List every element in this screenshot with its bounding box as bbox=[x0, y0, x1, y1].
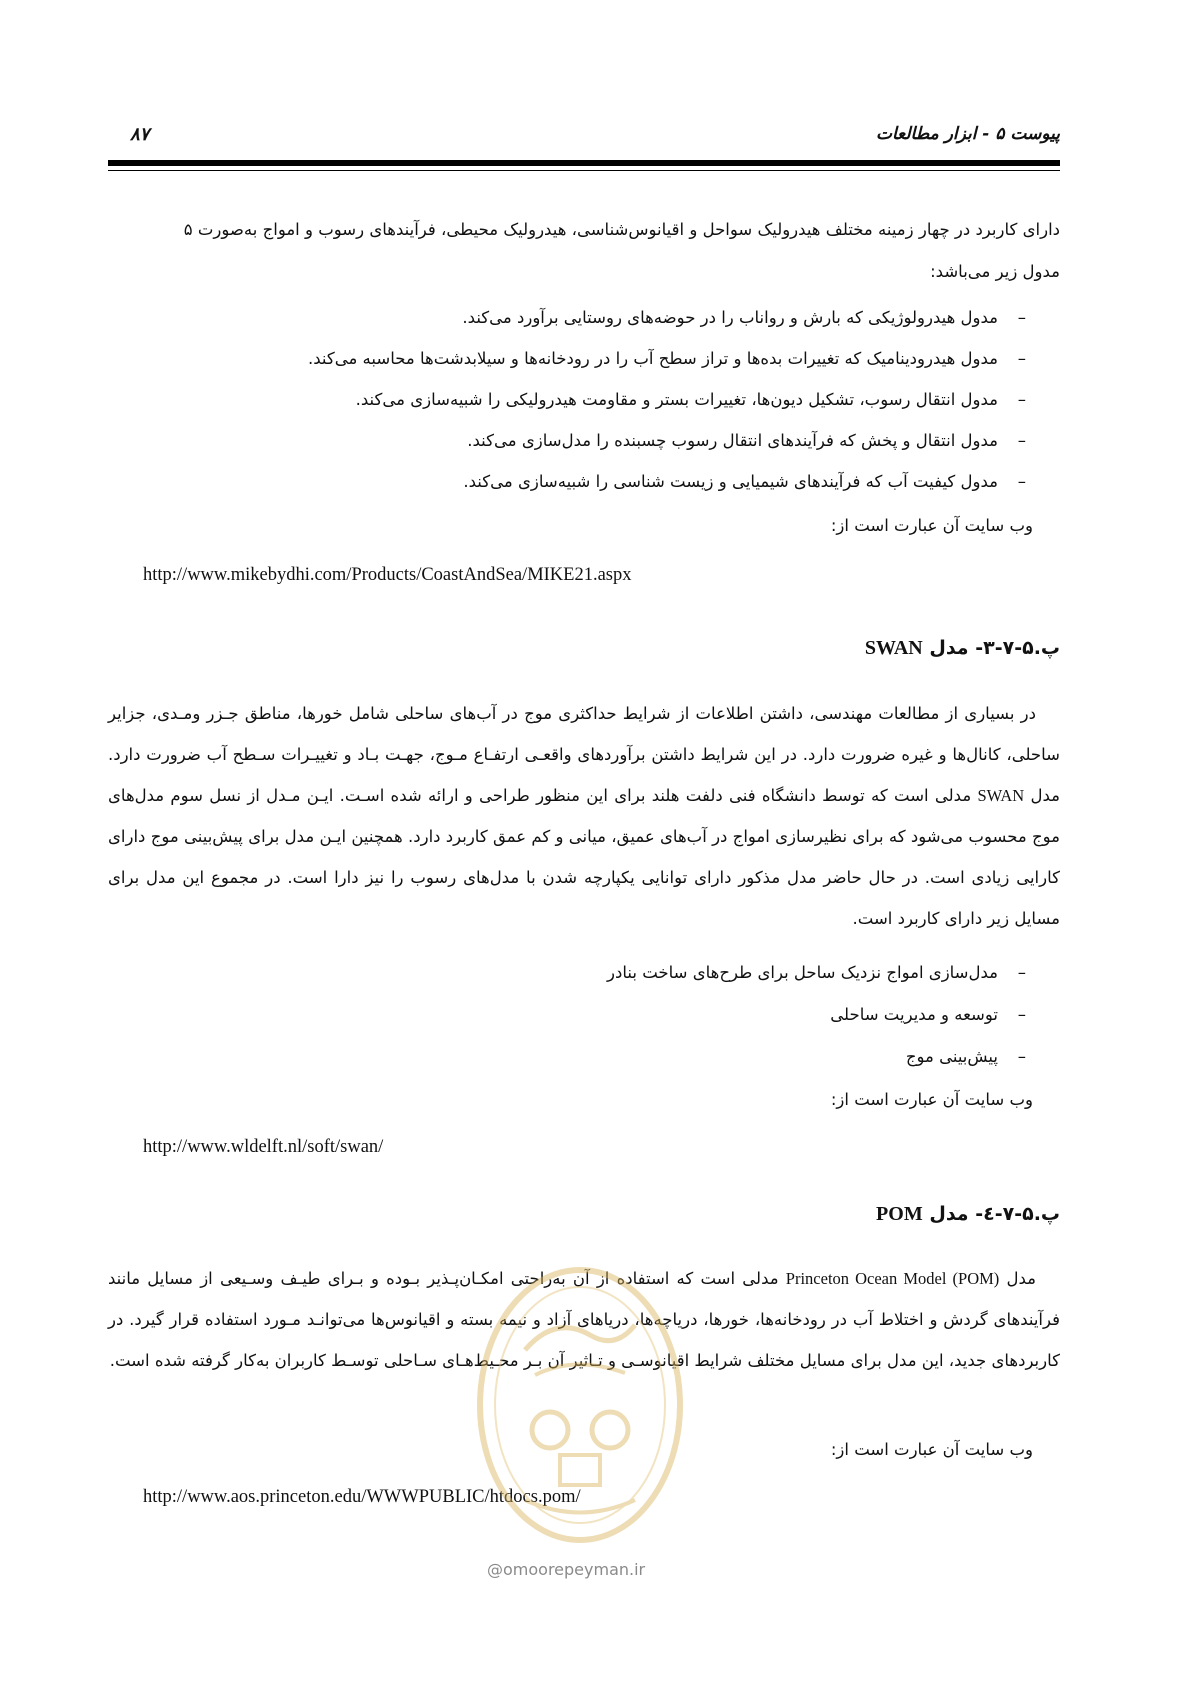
pom-heading bbox=[876, 1203, 1060, 1226]
swan-heading-number: پ.۵-۷-۳- bbox=[975, 637, 1060, 659]
mike21-website-label: وب سایت آن عبارت است از: bbox=[830, 516, 1033, 535]
pom-heading-number: پ.۵-۷-٤- bbox=[975, 1203, 1060, 1225]
swan-paragraph-part-a: در بسیاری از مطالعات مهندسی، داشتن اطلاعات از شرایط حداکثری موج در آب‌های ساحلی شامل خورها، مناطق جـزر ومـدی، جزایر ساحلی، کانال‌ها و غیره ضرورت دارد. در این شرایط داشتن برآوردهای واقعـی ارتفـاع مـوج، جهـت بـاد و تغییـرات سـطح آب ضرورت دارد. مدل bbox=[108, 704, 1060, 805]
swan-url-link[interactable]: http://www.wldelft.nl/soft/swan/ bbox=[143, 1137, 384, 1157]
swan-paragraph-model-name: SWAN bbox=[977, 786, 1025, 805]
pom-heading-name: POM bbox=[876, 1203, 923, 1225]
pom-paragraph-part-b: مدلی است که استفاده از آن به‌راحتی امکـان‌پـذیر بـوده و بـرای طیـف وسـیعی از مسایل مانند فرآیندهای گردش و اختلاط آب در رودخانه‌ها، خورها، دریاچه‌ها، دریاهای آزاد و نیمه بسته و اقیانوس‌ها می‌توانـد مـورد استفاده قرار گیرد. در کاربردهای جدید، این مدل برای مسایل مختلف شرایط اقیانوسـی و تـاثیر آن بـر محـیط‌هـای سـاحلی توسـط کاربران به‌کار گرفته شده است. bbox=[108, 1269, 1060, 1370]
pom-heading-word: مدل bbox=[929, 1203, 969, 1225]
mike21-url-link[interactable]: http://www.mikebydhi.com/Products/CoastAndSea/MIKE21.aspx bbox=[143, 565, 632, 585]
pom-paragraph-part-a: مدل bbox=[1006, 1269, 1036, 1288]
list-item: –پیش‌بینی موج bbox=[905, 1047, 1026, 1066]
header-title: پیوست ۵ - ابزار مطالعات bbox=[875, 124, 1060, 144]
mike21-intro-line1: دارای کاربرد در چهار زمینه مختلف هیدرولیک سواحل و اقیانوس‌شناسی، هیدرولیک محیطی، فرآیندهای رسوب و امواج به‌صورت ۵ bbox=[183, 220, 1060, 239]
pom-paragraph-model-name: Princeton Ocean Model (POM) bbox=[785, 1269, 1000, 1288]
swan-heading bbox=[865, 637, 1060, 660]
list-item: –مدول هیدرولوژیکی که بارش و رواناب را در حوضه‌های روستایی برآورد می‌کند. bbox=[462, 308, 1026, 327]
list-item: –مدل‌سازی امواج نزدیک ساحل برای طرح‌های ساخت بنادر bbox=[607, 963, 1026, 982]
page-number: ۸۷ bbox=[130, 124, 150, 145]
pom-website-label: وب سایت آن عبارت است از: bbox=[830, 1440, 1033, 1459]
list-item: –مدول انتقال رسوب، تشکیل دیون‌ها، تغییرات بستر و مقاومت هیدرولیکی را شبیه‌سازی می‌کند. bbox=[355, 390, 1026, 409]
header-rule-thick bbox=[108, 160, 1060, 166]
swan-paragraph bbox=[108, 693, 1060, 939]
running-header bbox=[108, 124, 1060, 154]
list-item: –مدول انتقال و پخش که فرآیندهای انتقال رسوب چسبنده را مدل‌سازی می‌کند. bbox=[467, 431, 1026, 450]
list-item: –مدول کیفیت آب که فرآیندهای شیمیایی و زیست شناسی را شبیه‌سازی می‌کند. bbox=[463, 472, 1026, 491]
mike21-intro-line2: مدول زیر می‌باشد: bbox=[930, 262, 1060, 281]
swan-heading-name: SWAN bbox=[864, 637, 923, 659]
pom-url-link[interactable]: http://www.aos.princeton.edu/WWWPUBLIC/htdocs.pom/ bbox=[143, 1487, 581, 1507]
list-item: –توسعه و مدیریت ساحلی bbox=[830, 1005, 1026, 1024]
watermark-seal-icon bbox=[465, 1255, 695, 1555]
list-item: –مدول هیدرودینامیک که تغییرات بده‌ها و تراز سطح آب را در رودخانه‌ها و سیلابدشت‌ها محاسبه می‌کند. bbox=[307, 349, 1026, 368]
header-rule-thin bbox=[108, 170, 1060, 171]
swan-heading-word: مدل bbox=[929, 637, 969, 659]
watermark-text: @omoorepeyman.ir bbox=[487, 1560, 646, 1579]
swan-website-label: وب سایت آن عبارت است از: bbox=[830, 1090, 1033, 1109]
swan-paragraph-part-b: مدلی است که توسط دانشگاه فنی دلفت هلند برای این منظور طراحی و ارائه شده اسـت. ایـن مـدل از نسل سوم مدل‌های موج محسوب می‌شود که برای نظیرسازی امواج در آب‌های عمیق، میانی و کم عمق کاربرد دارد. همچنین ایـن مدل برای پیش‌بینی موج دارای کارایی زیادی است. در حال حاضر مدل مذکور دارای توانایی یکپارچه شدن با مدل‌های رسوب را نیز دارا است. در مجموع این مدل برای مسایل زیر دارای کاربرد است. bbox=[108, 786, 1060, 928]
